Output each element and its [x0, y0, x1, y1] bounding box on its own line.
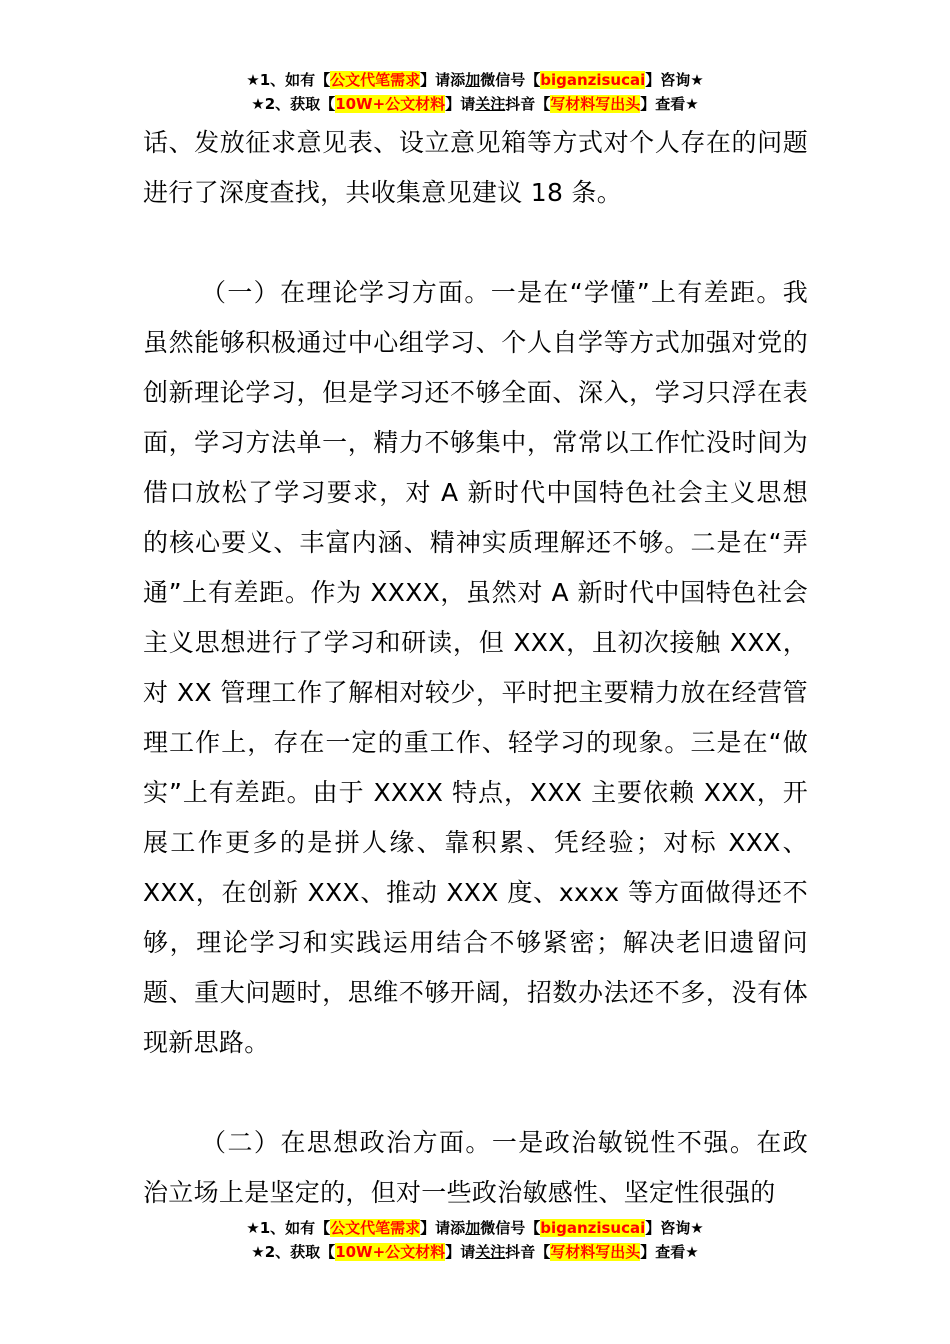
banner-line2-prefix: ★2、获取【: [251, 95, 336, 113]
banner-line1-highlight-service: 公文代笔需求: [330, 1219, 421, 1237]
banner-line1-suffix: 】咨询★: [645, 1219, 704, 1237]
footer-banner: [0, 1216, 950, 1264]
banner-line2-highlight-douyin: 写材料写出头: [550, 95, 641, 113]
paragraph-theory-study: （一）在理论学习方面。一是在“学懂”上有差距。我虽然能够积极通过中心组学习、个人自学等方式加强对党的创新理论学习，但是学习还不够全面、深入，学习只浮在表面，学习方法单一，精力不够集中，常常以工作忙没时间为借口放松了学习要求，对 A 新时代中国特色社会主义思想的核心要义、丰富内涵、精神实质理解还不够。二是在“弄通”上有差距。作为 XXXX，虽然对 A 新时代中国特色社会主义思想进行了学习和研读，但 XXX，且初次接触 XXX，对 XX 管理工作了解相对较少，平时把主要精力放在经营管理工作上，存在一定的重工作、轻学习的现象。三是在“做实”上有差距。由于 XXXX 特点，XXX 主要依赖 XXX，开展工作更多的是拼人缘、靠积累、凭经验；对标 XXX、XXX，在创新 XXX、推动 XXX 度、xxxx 等方面做得还不够，理论学习和实践运用结合不够紧密；解决老旧遗留问题、重大问题时，思维不够开阔，招数办法还不多，没有体现新思路。: [143, 278, 808, 1057]
paragraph-intro-continuation: 话、发放征求意见表、设立意见箱等方式对个人存在的问题进行了深度查找，共收集意见建议 18 条。: [143, 128, 808, 207]
banner-line1-mid2: 微信号【: [480, 1219, 541, 1237]
banner-line2-mid2: 抖音【: [505, 95, 551, 113]
banner-line1-highlight-service: 公文代笔需求: [330, 71, 421, 89]
banner-line2-underline: 关注: [475, 1243, 506, 1261]
paragraph-gap: [143, 218, 808, 268]
banner-line-2: [0, 1240, 950, 1264]
banner-line1-mid: 】请添: [420, 1219, 466, 1237]
banner-line2-mid: 】请: [445, 1243, 476, 1261]
banner-line-1: [0, 68, 950, 92]
paragraph-political-thought: （二）在思想政治方面。一是政治敏锐性不强。在政治立场上是坚定的，但对一些政治敏感性、坚定性很强的: [143, 1128, 808, 1207]
banner-line1-prefix: ★1、如有【: [246, 1219, 331, 1237]
banner-line2-suffix: 】查看★: [640, 95, 699, 113]
banner-line-2: [0, 92, 950, 116]
banner-line2-prefix: ★2、获取【: [251, 1243, 336, 1261]
banner-line2-highlight-materials: 10W+公文材料: [335, 95, 446, 113]
banner-line1-suffix: 】咨询★: [645, 71, 704, 89]
banner-line1-underline: 加: [465, 71, 481, 89]
document-body: [143, 118, 808, 1218]
banner-line1-prefix: ★1、如有【: [246, 71, 331, 89]
banner-line1-highlight-wechat: biganzisucai: [540, 1219, 646, 1237]
banner-line1-highlight-wechat: biganzisucai: [540, 71, 646, 89]
banner-line2-mid2: 抖音【: [505, 1243, 551, 1261]
banner-line-1: [0, 1216, 950, 1240]
banner-line1-mid: 】请添: [420, 71, 466, 89]
banner-line1-underline: 加: [465, 1219, 481, 1237]
paragraph-gap: [143, 1068, 808, 1118]
banner-line2-mid: 】请: [445, 95, 476, 113]
banner-line2-suffix: 】查看★: [640, 1243, 699, 1261]
banner-line2-underline: 关注: [475, 95, 506, 113]
banner-line2-highlight-douyin: 写材料写出头: [550, 1243, 641, 1261]
banner-line1-mid2: 微信号【: [480, 71, 541, 89]
header-banner: [0, 68, 950, 116]
banner-line2-highlight-materials: 10W+公文材料: [335, 1243, 446, 1261]
